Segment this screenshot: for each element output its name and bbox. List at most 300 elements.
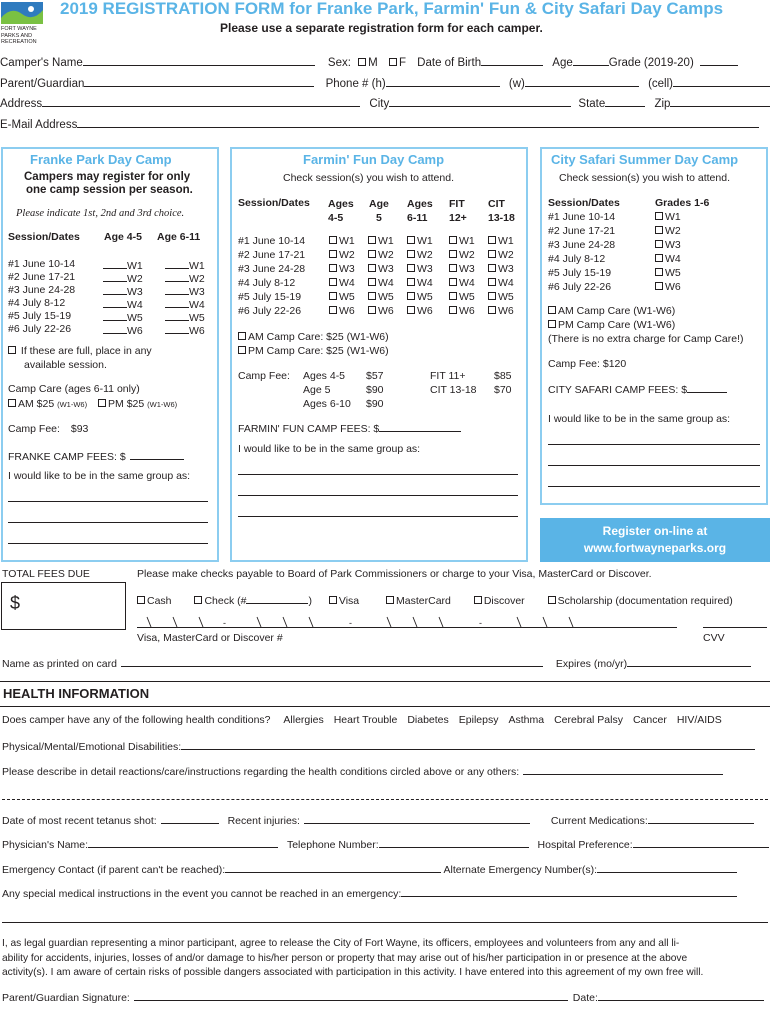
health-condition-option[interactable]: Heart Trouble (333, 714, 398, 726)
camper-row-4 (0, 117, 759, 131)
franke-session-date: #2 June 17-21 (8, 271, 76, 283)
logo-text-1: FORT WAYNE (1, 26, 37, 32)
discover-label: Discover (483, 595, 525, 607)
franke-full (8, 345, 152, 357)
age-field[interactable] (573, 55, 609, 66)
farmin-am-label: AM Camp Care: $25 (W1-W6) (248, 331, 389, 343)
franke-age45-choice[interactable] (103, 284, 143, 298)
special-label: Any special medical instructions in the event you cannot be reached in an emergency: (2, 888, 402, 900)
franke-full-label-2: available session. (24, 359, 107, 371)
farmin-fee-cell: Age 5 (303, 384, 331, 396)
cash-label: Cash (147, 595, 172, 607)
farmin-week-label: W4 (417, 277, 433, 289)
farmin-week-checkbox[interactable] (407, 305, 433, 317)
farmin-title: Farmin' Fun Day Camp (303, 152, 445, 167)
safari-pm-checkbox[interactable] (548, 320, 556, 328)
safari-week-label: W3 (665, 239, 681, 251)
disabilities-row (2, 739, 755, 753)
cash-checkbox[interactable] (137, 596, 145, 604)
phone-cell-field[interactable] (673, 76, 770, 87)
farmin-am-care (238, 331, 389, 343)
franke-fee-value: $93 (70, 423, 89, 435)
sex-label: Sex: (327, 57, 351, 69)
payment-methods: Cash Check (# ) Visa MasterCard Discover Scholarship (documentation required) (137, 593, 733, 607)
farmin-week-checkbox[interactable] (329, 235, 355, 247)
state-field[interactable] (605, 96, 645, 107)
farmin-week-checkbox[interactable] (449, 249, 475, 261)
farmin-fees-label: FARMIN' FUN CAMP FEES: $ (238, 423, 380, 435)
franke-session-row (8, 310, 71, 322)
franke-age611-choice[interactable] (165, 310, 205, 324)
hospital-field[interactable] (633, 837, 769, 848)
franke-full-label-1: If these are full, place in any (20, 345, 152, 357)
safari-check: Check session(s) you wish to attend. (559, 172, 730, 184)
farmin-week-checkbox[interactable] (407, 277, 433, 289)
farmin-week-label: W1 (339, 235, 355, 247)
safari-session-date: #6 July 22-26 (548, 281, 612, 293)
logo-text-2: PARKS AND (1, 32, 33, 39)
check-checkbox[interactable] (194, 596, 202, 604)
farmin-header-fit-a: FIT (449, 198, 465, 210)
disabilities-label: Physical/Mental/Emotional Disabilities: (2, 741, 182, 753)
total-fees-label: TOTAL FEES DUE (2, 568, 90, 580)
franke-session-date: #3 June 24-28 (8, 284, 76, 296)
franke-age611-week: W1 (189, 260, 205, 272)
franke-group-line-1[interactable] (8, 501, 208, 502)
safari-week-checkbox[interactable] (655, 281, 681, 293)
franke-age45-choice[interactable] (103, 271, 143, 285)
farmin-week-checkbox[interactable] (449, 305, 475, 317)
age-label: Age (552, 57, 573, 69)
farmin-week-checkbox[interactable] (329, 263, 355, 275)
safari-pm-care (548, 319, 675, 331)
farmin-session-date: #2 June 17-21 (238, 249, 306, 261)
zip-label: Zip (654, 98, 671, 110)
safari-week-label: W2 (665, 225, 681, 237)
safari-title: City Safari Summer Day Camp (551, 152, 739, 167)
franke-group-line-3[interactable] (8, 543, 208, 544)
tetanus-label: Date of most recent tetanus shot: (2, 815, 157, 827)
franke-header-age45: Age 4-5 (104, 231, 142, 243)
safari-week-checkbox[interactable] (655, 267, 681, 279)
franke-age611-choice[interactable] (165, 323, 205, 337)
signature-row (2, 990, 764, 1004)
waiver-line-1: I, as legal guardian representing a minor participant, agree to release the City of Fort Wayne, its officers, employees and volunteers from any and all li- (2, 938, 680, 949)
date-field[interactable] (598, 990, 764, 1001)
farmin-header-cit-b: 13-18 (488, 212, 515, 224)
safari-week-checkbox[interactable] (655, 253, 681, 265)
franke-group-line-2[interactable] (8, 522, 208, 523)
cvv-field[interactable] (703, 627, 767, 628)
grade-field[interactable] (700, 55, 738, 66)
franke-fees (8, 449, 184, 463)
farmin-session-date: #3 June 24-28 (238, 263, 306, 275)
farmin-week-label: W6 (378, 305, 394, 317)
franke-age45-choice[interactable] (103, 297, 143, 311)
farmin-week-checkbox[interactable] (329, 291, 355, 303)
visa-checkbox[interactable] (329, 596, 337, 604)
injuries-label: Recent injuries: (227, 815, 300, 827)
safari-fees (548, 382, 727, 396)
farmin-week-label: W3 (459, 263, 475, 275)
check-number-field[interactable] (246, 593, 308, 604)
health-condition-option[interactable]: Diabetes (407, 714, 449, 726)
date-label: Date: (572, 992, 598, 1004)
franke-header-age611: Age 6-11 (157, 231, 201, 243)
farmin-fee-cell: Ages 6-10 (303, 398, 351, 410)
page-title: 2019 REGISTRATION FORM for Franke Park, Farmin' Fun & City Safari Day Camps (60, 0, 724, 18)
franke-full-checkbox[interactable] (8, 346, 16, 354)
farmin-week-label: W2 (417, 249, 433, 261)
email-field[interactable] (77, 117, 759, 128)
address-field[interactable] (42, 96, 360, 107)
farmin-header-age45 (328, 197, 354, 225)
farmin-week-label: W4 (339, 277, 355, 289)
safari-header-grades: Grades 1-6 (655, 197, 710, 209)
farmin-check: Check session(s) you wish to attend. (283, 172, 454, 184)
health-title: HEALTH INFORMATION (3, 686, 150, 701)
franke-age45-week: W4 (127, 299, 143, 311)
expires-label: Expires (mo/yr) (555, 658, 628, 670)
franke-age611-choice[interactable] (165, 297, 205, 311)
farmin-week-checkbox[interactable] (368, 249, 394, 261)
health-condition-option[interactable]: Cerebral Palsy (554, 714, 623, 726)
farmin-week-checkbox[interactable] (368, 235, 394, 247)
farmin-fees (238, 421, 461, 435)
safari-am-checkbox[interactable] (548, 306, 556, 314)
farmin-week-checkbox[interactable] (407, 263, 433, 275)
franke-session-date: #4 July 8-12 (8, 297, 66, 309)
franke-header-session: Session/Dates (8, 231, 80, 243)
farmin-week-label: W1 (378, 235, 394, 247)
farmin-header-cit-a: CIT (488, 198, 505, 210)
injuries-field[interactable] (304, 813, 530, 824)
phone-w-field[interactable] (525, 76, 639, 87)
farmin-group-line-3[interactable] (238, 516, 518, 517)
franke-session-date: #1 June 10-14 (8, 258, 76, 270)
logo-mark-icon (1, 2, 43, 24)
farmin-header-age611-b: 6-11 (407, 212, 428, 224)
waiver-line-2: ability for accidents, injuries, losses of and/or damage to his/her person or property that may arise out of his/her participation in or presence at the above (2, 952, 688, 964)
farmin-week-label: W5 (378, 291, 394, 303)
franke-note-2: one camp session per season. (26, 184, 193, 196)
farmin-header-age5-b: 5 (376, 212, 382, 224)
farmin-week-label: W2 (339, 249, 355, 261)
total-fees-box[interactable] (1, 582, 126, 630)
disabilities-field[interactable] (181, 739, 755, 750)
franke-age611-choice[interactable] (165, 258, 205, 272)
farmin-week-label: W6 (498, 305, 514, 317)
franke-age45-week: W3 (127, 286, 143, 298)
cvv-label: CVV (703, 632, 725, 644)
physician-field[interactable] (88, 837, 278, 848)
safari-group-line-3[interactable] (548, 486, 760, 487)
health-condition-option[interactable]: HIV/AIDS (676, 714, 722, 726)
franke-age611-week: W3 (189, 286, 205, 298)
franke-care-options (8, 398, 177, 410)
farmin-header-cit (488, 197, 515, 225)
farmin-group-line-1[interactable] (238, 474, 518, 475)
farmin-week-label: W2 (459, 249, 475, 261)
farmin-fees-field[interactable] (379, 421, 461, 432)
farmin-week-label: W2 (378, 249, 394, 261)
hospital-label: Hospital Preference: (537, 839, 633, 851)
safari-week-label: W1 (665, 211, 681, 223)
sex-f-label: F (398, 57, 406, 69)
safari-week-label: W4 (665, 253, 681, 265)
parent-field[interactable] (84, 76, 314, 87)
franke-session-row (8, 258, 75, 270)
special-field[interactable] (401, 886, 737, 897)
farmin-fee-cell: FIT 11+ (430, 370, 466, 382)
franke-session-row (8, 323, 71, 335)
physician-row (2, 837, 769, 851)
franke-fees-label: FRANKE CAMP FEES: $ (8, 451, 126, 463)
farmin-week-checkbox[interactable] (407, 249, 433, 261)
logo-text-3: RECREATION (1, 39, 37, 45)
city-field[interactable] (389, 96, 571, 107)
farmin-fee-cell: CIT 13-18 (430, 384, 477, 396)
farmin-week-label: W3 (378, 263, 394, 275)
describe-field[interactable] (523, 764, 723, 775)
franke-fee (8, 423, 88, 435)
discover-checkbox[interactable] (474, 596, 482, 604)
camper-row-2 (0, 76, 770, 90)
franke-age611-week: W4 (189, 299, 205, 311)
parent-label: Parent/Guardian (0, 78, 85, 90)
franke-age611-choice[interactable] (165, 271, 205, 285)
svg-text:-: - (479, 618, 482, 628)
franke-am-label: AM $25 (18, 398, 55, 410)
farmin-am-checkbox[interactable] (238, 332, 246, 340)
farmin-week-label: W5 (498, 291, 514, 303)
farmin-week-checkbox[interactable] (329, 277, 355, 289)
tetanus-field[interactable] (161, 813, 219, 824)
franke-fees-field[interactable] (130, 449, 184, 460)
alternate-field[interactable] (597, 862, 737, 873)
farmin-fee-cell: $57 (366, 370, 384, 382)
svg-text:-: - (349, 618, 352, 628)
farmin-week-checkbox[interactable] (368, 277, 394, 289)
camper-name-field[interactable] (83, 55, 315, 66)
signature-field[interactable] (134, 990, 568, 1001)
safari-session-date: #4 July 8-12 (548, 253, 606, 265)
farmin-week-checkbox[interactable] (449, 235, 475, 247)
farmin-week-label: W1 (498, 235, 514, 247)
franke-age611-week: W2 (189, 273, 205, 285)
franke-am-weeks: (W1-W6) (57, 400, 88, 409)
medications-field[interactable] (648, 813, 754, 824)
farmin-week-checkbox[interactable] (368, 305, 394, 317)
farmin-fee-label: Camp Fee: (238, 370, 290, 382)
farmin-week-label: W3 (339, 263, 355, 275)
card-number-label: Visa, MasterCard or Discover # (137, 632, 283, 644)
farmin-header-fit (449, 197, 467, 225)
sex-m-checkbox[interactable] (358, 58, 366, 66)
safari-session-date: #5 July 15-19 (548, 267, 612, 279)
farmin-header-age611 (407, 197, 433, 225)
franke-age45-choice[interactable] (103, 258, 143, 272)
dob-field[interactable] (481, 55, 543, 66)
farmin-group-label: I would like to be in the same group as: (238, 443, 421, 455)
franke-age45-week: W6 (127, 325, 143, 337)
farmin-week-checkbox[interactable] (407, 235, 433, 247)
health-conditions (2, 714, 722, 726)
safari-week-checkbox[interactable] (655, 225, 681, 237)
farmin-group-line-2[interactable] (238, 495, 518, 496)
farmin-week-checkbox[interactable] (407, 291, 433, 303)
farmin-week-checkbox[interactable] (449, 291, 475, 303)
city-label: City (369, 98, 390, 110)
safari-week-label: W5 (665, 267, 681, 279)
farmin-week-checkbox[interactable] (449, 263, 475, 275)
farmin-week-checkbox[interactable] (488, 263, 514, 275)
total-fees-dollar: $ (10, 593, 21, 613)
farmin-header-fit-b: 12+ (449, 212, 467, 224)
farmin-week-checkbox[interactable] (488, 277, 514, 289)
franke-age45-week: W1 (127, 260, 143, 272)
waiver-text (2, 937, 770, 981)
franke-age611-week: W6 (189, 325, 205, 337)
signature-label: Parent/Guardian Signature: (2, 992, 130, 1004)
logo (1, 2, 49, 46)
camper-name-label: Camper's Name (0, 57, 83, 69)
safari-week-label: W6 (665, 281, 681, 293)
svg-text:-: - (223, 618, 226, 628)
telephone-label: Telephone Number: (286, 839, 379, 851)
zip-field[interactable] (670, 96, 770, 107)
grade-label: Grade (2019-20) (608, 57, 694, 69)
farmin-week-label: W1 (417, 235, 433, 247)
health-condition-option[interactable]: Cancer (632, 714, 667, 726)
visa-label: Visa (338, 595, 360, 607)
farmin-week-label: W5 (459, 291, 475, 303)
tetanus-row (2, 813, 754, 827)
emergency-row (2, 862, 737, 876)
safari-week-checkbox[interactable] (655, 239, 681, 251)
farmin-pm-care (238, 345, 389, 357)
franke-session-date: #5 July 15-19 (8, 310, 72, 322)
page-subtitle: Please use a separate registration form for each camper. (220, 21, 543, 35)
scholarship-checkbox[interactable] (548, 596, 556, 604)
card-name-field[interactable] (121, 656, 543, 667)
special-line-2[interactable] (2, 922, 768, 923)
franke-age45-week: W5 (127, 312, 143, 324)
physician-label: Physician's Name: (2, 839, 89, 851)
health-header (0, 681, 770, 707)
safari-week-checkbox[interactable] (655, 211, 681, 223)
register-online-banner[interactable] (540, 518, 770, 562)
safari-group-label: I would like to be in the same group as: (548, 413, 731, 425)
farmin-session-date: #4 July 8-12 (238, 277, 296, 289)
sex-f-checkbox[interactable] (389, 58, 397, 66)
franke-age45-week: W2 (127, 273, 143, 285)
farmin-header-age5 (369, 197, 389, 225)
farmin-week-label: W5 (339, 291, 355, 303)
franke-am-checkbox[interactable] (8, 399, 16, 407)
phone-w-label: (w) (508, 78, 525, 90)
farmin-week-checkbox[interactable] (368, 263, 394, 275)
register-online-url[interactable]: www.fortwayneparks.org (583, 541, 727, 555)
health-condition-option[interactable]: Asthma (508, 714, 545, 726)
describe-row (2, 764, 723, 778)
state-label: State (578, 98, 606, 110)
mastercard-checkbox[interactable] (386, 596, 394, 604)
describe-line-2[interactable] (2, 799, 768, 800)
farmin-week-checkbox[interactable] (488, 249, 514, 261)
emergency-field[interactable] (225, 862, 441, 873)
safari-pm-label: PM Camp Care (W1-W6) (558, 319, 676, 331)
franke-choice: Please indicate 1st, 2nd and 3rd choice. (16, 208, 185, 219)
franke-age45-choice[interactable] (103, 310, 143, 324)
farmin-week-label: W4 (459, 277, 475, 289)
mastercard-label: MasterCard (396, 595, 451, 607)
payment-instructions: Please make checks payable to Board of Park Commissioners or charge to your Visa, MasterCard or Discover. (137, 568, 652, 580)
safari-group-line-1[interactable] (548, 444, 760, 445)
safari-am-care (548, 305, 675, 317)
franke-session-row (8, 271, 75, 283)
card-digit-separators (137, 616, 677, 628)
register-online-line-1: Register on-line at (602, 524, 708, 538)
farmin-week-label: W3 (498, 263, 514, 275)
safari-am-label: AM Camp Care (W1-W6) (558, 305, 676, 317)
farmin-week-label: W2 (498, 249, 514, 261)
farmin-week-label: W5 (417, 291, 433, 303)
farmin-week-label: W3 (417, 263, 433, 275)
farmin-pm-checkbox[interactable] (238, 346, 246, 354)
telephone-field[interactable] (379, 837, 529, 848)
farmin-week-label: W4 (378, 277, 394, 289)
scholarship-label: Scholarship (documentation required) (557, 595, 733, 607)
safari-group-line-2[interactable] (548, 465, 760, 466)
farmin-week-checkbox[interactable] (368, 291, 394, 303)
farmin-week-checkbox[interactable] (449, 277, 475, 289)
medications-label: Current Medications: (550, 815, 648, 827)
farmin-week-checkbox[interactable] (488, 235, 514, 247)
farmin-week-label: W6 (417, 305, 433, 317)
franke-age611-week: W5 (189, 312, 205, 324)
farmin-week-checkbox[interactable] (488, 291, 514, 303)
safari-fees-label: CITY SAFARI CAMP FEES: $ (548, 384, 688, 396)
franke-note-1: Campers may register for only (24, 171, 191, 183)
safari-session-date: #1 June 10-14 (548, 211, 616, 223)
franke-session-row (8, 284, 75, 296)
emergency-label: Emergency Contact (if parent can't be reached): (2, 864, 226, 876)
health-question: Does camper have any of the following health conditions? (2, 714, 271, 726)
farmin-header-age45-b: 4-5 (328, 212, 344, 224)
alternate-label: Alternate Emergency Number(s): (443, 864, 598, 876)
check-label: Check (# (204, 595, 247, 607)
franke-title: Franke Park Day Camp (30, 152, 172, 167)
phone-h-field[interactable] (386, 76, 500, 87)
farmin-week-checkbox[interactable] (329, 249, 355, 261)
farmin-header-session: Session/Dates (238, 197, 310, 209)
franke-age45-choice[interactable] (103, 323, 143, 337)
farmin-week-checkbox[interactable] (329, 305, 355, 317)
franke-pm-checkbox[interactable] (98, 399, 106, 407)
expires-field[interactable] (627, 656, 751, 667)
health-condition-option[interactable]: Allergies (283, 714, 324, 726)
health-condition-option[interactable]: Epilepsy (458, 714, 499, 726)
phone-cell-label: (cell) (648, 78, 673, 90)
farmin-week-label: W6 (339, 305, 355, 317)
franke-age611-choice[interactable] (165, 284, 205, 298)
farmin-week-checkbox[interactable] (488, 305, 514, 317)
farmin-week-label: W6 (459, 305, 475, 317)
farmin-session-date: #6 July 22-26 (238, 305, 302, 317)
franke-session-date: #6 July 22-26 (8, 323, 72, 335)
safari-fees-field[interactable] (687, 382, 727, 393)
